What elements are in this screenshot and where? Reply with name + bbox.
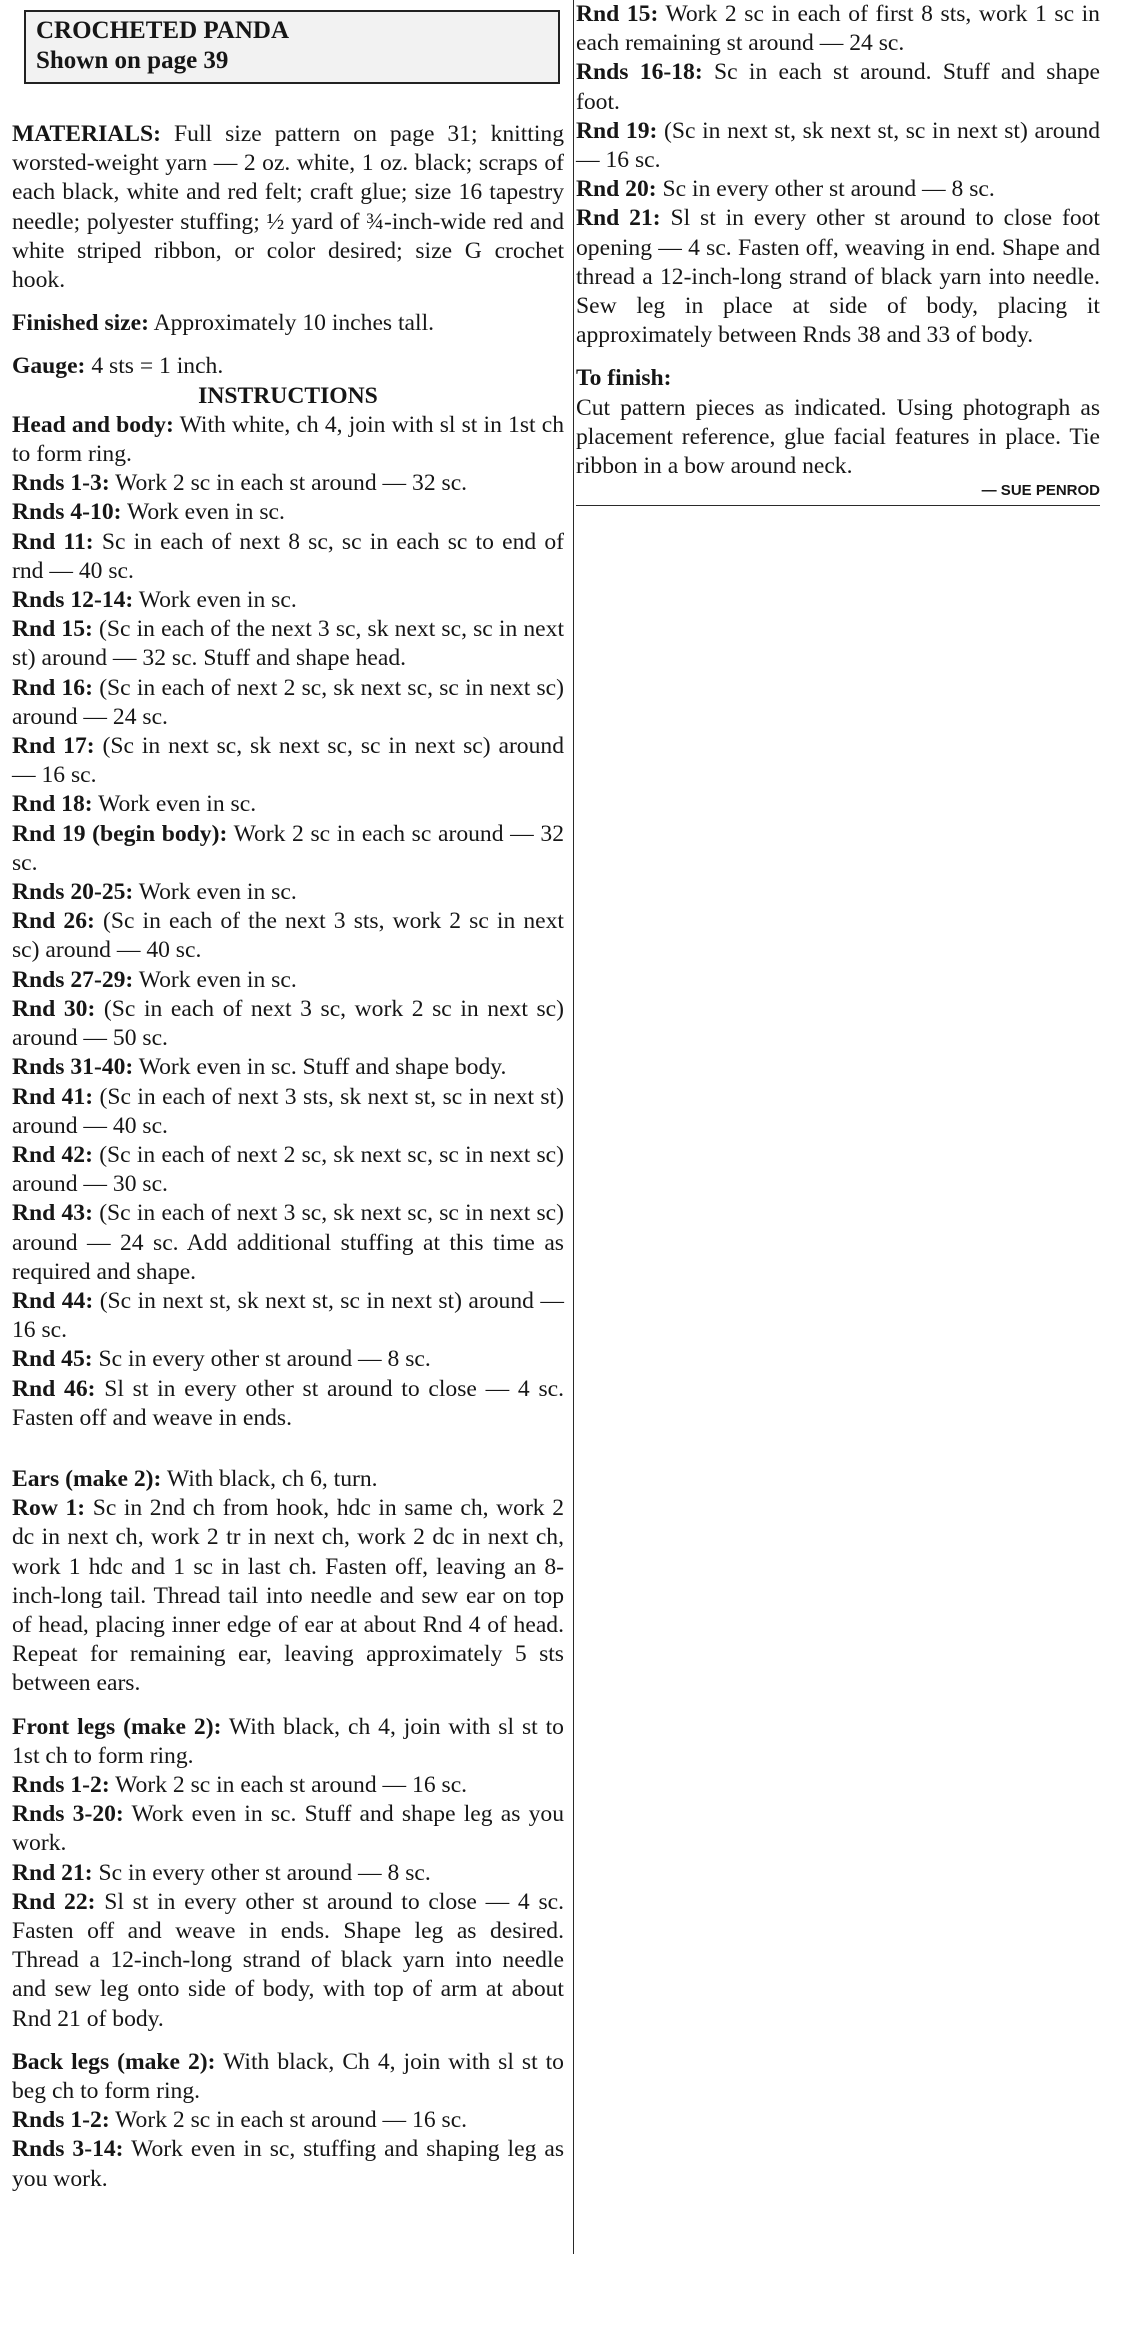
round-item — [12, 1141, 564, 1199]
round-item-text: (Sc in each of next 3 sc, sk next sc, sc in next sc) around — 24 sc. Add additional stuffing at this time as required and shape. — [12, 1200, 565, 1285]
round-item — [12, 528, 564, 586]
round-item — [12, 732, 564, 790]
round-item-text: Sl st in every other st around to close foot opening — 4 sc. Fasten off, weaving in end. Shape and thread a 12-inch-long strand of black yarn into needle. Sew leg in place at side of body, placing it approximately between Rnds 38 and 33 of body. — [576, 205, 1100, 349]
round-item — [12, 1199, 564, 1287]
round-item-label: Rnd 19 (begin body): — [12, 820, 228, 847]
round-item — [12, 1771, 564, 1800]
round-item-label: Rnds 4-10: — [12, 499, 122, 526]
round-item-label: Rnd 41: — [12, 1083, 94, 1110]
round-item-text: Work even in sc, stuffing and shaping leg as you work. — [12, 2136, 565, 2192]
round-item-text: (Sc in each of the next 3 sc, sk next sc, sc in next st) around — 32 sc. Stuff and shape head. — [12, 616, 564, 672]
round-item-label: Rnd 17: — [12, 733, 95, 760]
round-item — [12, 790, 564, 819]
round-item-text: (Sc in each of next 3 sc, work 2 sc in next sc) around — 50 sc. — [12, 995, 564, 1052]
pattern-title: CROCHETED PANDA — [36, 17, 290, 44]
round-item — [12, 1287, 564, 1345]
round-item-text: Sc in each st around. Stuff and shape foot. — [576, 59, 1100, 115]
round-item — [12, 966, 564, 995]
head-body-intro-label: Head and body: — [12, 411, 174, 438]
round-item-label: Rnd 15: — [576, 1, 659, 27]
round-item-text: Work even in sc. — [138, 966, 297, 993]
round-item-label: Rnds 31-40: — [12, 1054, 134, 1081]
round-item-label: Rnds 1-2: — [12, 1771, 110, 1798]
finished-size-label: Finished size: — [12, 310, 149, 337]
gauge-paragraph — [12, 352, 564, 381]
round-item — [12, 674, 564, 732]
round-item-label: Row 1: — [12, 1495, 86, 1522]
round-item-text: Work 2 sc in each st around — 16 sc. — [115, 1771, 468, 1798]
round-item-label: Rnd 20: — [576, 176, 657, 203]
round-item-text: (Sc in next st, sk next st, sc in next st) around — 16 sc. — [576, 117, 1100, 174]
round-item — [12, 2135, 564, 2193]
round-item-label: Rnd 19: — [576, 117, 658, 144]
finish-text: Cut pattern pieces as indicated. Using photograph as placement reference, glue facial features in place. Tie ribbon in a bow around neck. — [576, 394, 1100, 480]
instructions-heading: INSTRUCTIONS — [198, 382, 378, 409]
round-item — [12, 1053, 564, 1082]
round-item-label: Rnd 46: — [12, 1375, 96, 1402]
round-item-text: Work even in sc. — [138, 879, 297, 906]
round-item — [12, 907, 564, 965]
round-item-text: Sc in every other st around — 8 sc. — [98, 1859, 431, 1886]
round-item — [12, 1375, 564, 1433]
round-item-label: Rnd 11: — [12, 528, 94, 555]
gauge-label: Gauge: — [12, 353, 86, 380]
round-item-text: Work even in sc. Stuff and shape leg as you work. — [12, 1801, 564, 1857]
round-item — [576, 117, 1100, 175]
round-item-label: Rnd 21: — [576, 205, 661, 232]
round-item-text: Sc in 2nd ch from hook, hdc in same ch, work 2 dc in next ch, work 2 tr in next ch, work 2 dc in next ch, work 1 hdc and 1 sc in last ch. Fasten off, leaving an 8-inch-long tail. Thread tail into needle and sew ear on top of head, placing inner edge of ear at about Rnd 4 of head. Repeat for remaining ear, leaving approximately 5 sts between ears. — [12, 1495, 564, 1697]
materials-text: Full size pattern on page 31; knitting worsted-weight yarn — 2 oz. white, 1 oz. black; scraps of each black, white and red felt; craft glue; size 16 tapestry needle; polyester stuffing; ½ yard of ¾-inch-wide red and white striped ribbon, or color desired; size G crochet hook. — [12, 121, 564, 294]
round-item-text: Sc in each of next 8 sc, sc in each sc to end of rnd — 40 sc. — [12, 528, 564, 584]
finished-size-paragraph — [12, 309, 564, 338]
round-item-label: Rnd 45: — [12, 1346, 93, 1373]
round-item-text: (Sc in next sc, sk next sc, sc in next sc) around — 16 sc. — [12, 733, 564, 789]
head-body-intro-text: With white, ch 4, join with sl st in 1st ch to form ring. — [12, 411, 564, 468]
ears-intro-label: Ears (make 2): — [12, 1465, 162, 1492]
round-item-label: Rnds 12-14: — [12, 587, 134, 614]
round-item-label: Rnd 21: — [12, 1859, 93, 1886]
round-item-label: Rnd 30: — [12, 995, 96, 1022]
round-item-label: Rnd 42: — [12, 1141, 93, 1168]
head-body-intro — [12, 411, 564, 469]
round-item — [12, 1888, 564, 2034]
round-item-label: Rnd 18: — [12, 791, 93, 818]
round-item-text: Sc in every other st around — 8 sc. — [662, 176, 995, 203]
round-item — [12, 1083, 564, 1141]
front-legs-intro-label: Front legs (make 2): — [12, 1713, 222, 1740]
ears-intro — [12, 1465, 564, 1494]
round-item — [576, 58, 1100, 116]
front-legs-intro-text: With black, ch 4, join with sl st to 1st ch to form ring. — [12, 1713, 564, 1769]
right-column — [576, 0, 1100, 506]
front-legs-section — [12, 1713, 564, 2034]
round-item-label: Rnds 1-3: — [12, 470, 110, 497]
round-item-label: Rnd 15: — [12, 616, 93, 643]
gauge-text: 4 sts = 1 inch. — [91, 353, 224, 380]
author-credit: — SUE PENROD — [981, 482, 1100, 500]
round-item — [12, 878, 564, 907]
round-item-label: Rnd 44: — [12, 1287, 94, 1314]
round-item — [12, 1800, 564, 1858]
round-item-text: Work even in sc. — [126, 499, 285, 526]
finished-size-text: Approximately 10 inches tall. — [153, 310, 435, 337]
ears-section — [12, 1465, 564, 1699]
round-item-text: Work 2 sc in each st around — 32 sc. — [115, 470, 468, 497]
round-item-text: Sc in every other st around — 8 sc. — [98, 1346, 431, 1373]
round-item — [12, 498, 564, 527]
round-item — [12, 586, 564, 615]
back-legs-intro-text: With black, Ch 4, join with sl st to beg ch to form ring. — [12, 2048, 564, 2104]
round-item-text: (Sc in each of next 2 sc, sk next sc, sc in next sc) around — 30 sc. — [12, 1141, 565, 1198]
round-item — [12, 615, 564, 673]
round-item-text: Work 2 sc in each sc around — 32 sc. — [12, 820, 565, 876]
front-legs-intro — [12, 1713, 564, 1771]
back-legs-continued — [576, 0, 1100, 350]
finish-label: To finish: — [576, 365, 672, 392]
page-reference: Shown on page 39 — [36, 47, 229, 74]
round-item-label: Rnd 43: — [12, 1200, 93, 1227]
round-item-text: Work 2 sc in each st around — 16 sc. — [115, 2107, 468, 2134]
round-item — [12, 820, 564, 878]
back-legs-intro — [12, 2048, 564, 2106]
ears-intro-text: With black, ch 6, turn. — [166, 1465, 378, 1492]
materials-paragraph — [12, 120, 564, 295]
head-body-section — [12, 411, 564, 1433]
round-item-text: Sl st in every other st around to close — 4 sc. Fasten off and weave in ends. — [12, 1375, 565, 1431]
round-item-text: (Sc in next st, sk next st, sc in next st) around — 16 sc. — [12, 1287, 565, 1344]
round-item — [12, 1859, 564, 1888]
round-item-text: Work even in sc. Stuff and shape body. — [138, 1054, 507, 1081]
round-item-label: Rnds 3-14: — [12, 2136, 124, 2163]
round-item-text: Work even in sc. — [138, 587, 297, 614]
title-box — [24, 10, 560, 84]
round-item-label: Rnd 16: — [12, 674, 93, 701]
round-item-text: Work even in sc. — [98, 791, 257, 818]
round-item — [576, 204, 1100, 350]
round-item — [12, 2106, 564, 2135]
round-item-text: Sl st in every other st around to close — 4 sc. Fasten off and weave in ends. Shape leg as desired. Thread a 12-inch-long strand of black yarn into needle and sew leg onto side of body, with top of arm at about Rnd 21 of body. — [12, 1888, 565, 2032]
round-item-text: (Sc in each of next 3 sts, sk next st, sc in next st) around — 40 sc. — [12, 1083, 564, 1139]
round-item-text: (Sc in each of next 2 sc, sk next sc, sc in next sc) around — 24 sc. — [12, 674, 565, 730]
round-item-label: Rnd 22: — [12, 1888, 96, 1915]
materials-label: MATERIALS: — [12, 121, 162, 147]
back-legs-intro-label: Back legs (make 2): — [12, 2048, 216, 2075]
round-item — [12, 995, 564, 1053]
round-item-text: Work 2 sc in each of first 8 sts, work 1 sc in each remaining st around — 24 sc. — [576, 1, 1100, 57]
round-item-label: Rnds 3-20: — [12, 1801, 124, 1828]
round-item-label: Rnds 1-2: — [12, 2107, 110, 2134]
round-item-label: Rnds 27-29: — [12, 966, 134, 993]
round-item — [576, 0, 1100, 58]
round-item-label: Rnd 26: — [12, 908, 95, 935]
round-item — [12, 1494, 564, 1698]
round-item-label: Rnds 20-25: — [12, 879, 134, 906]
left-column — [12, 0, 564, 2194]
round-item — [12, 469, 564, 498]
finish-paragraph — [576, 364, 1100, 481]
round-item — [12, 1345, 564, 1374]
round-item-text: (Sc in each of the next 3 sts, work 2 sc in next sc) around — 40 sc. — [12, 908, 564, 964]
round-item-label: Rnds 16-18: — [576, 59, 703, 86]
back-legs-section — [12, 2048, 564, 2194]
round-item — [576, 175, 1100, 204]
